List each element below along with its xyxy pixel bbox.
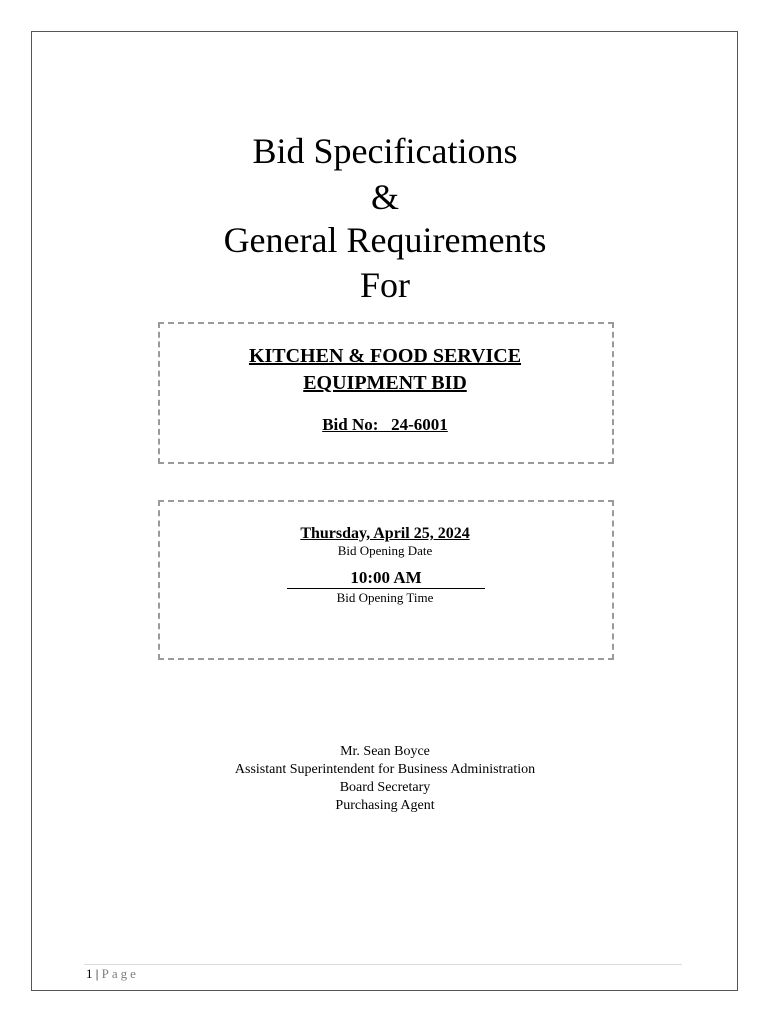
footer-rule [84,964,682,965]
contact-title-2: Board Secretary [339,780,431,795]
bid-number: Bid No: 24-6001 [322,415,448,434]
title-line-4: For [359,265,410,305]
title-line-3: General Requirements [223,220,547,260]
contact-title-1: Assistant Superintendent for Business Administration [234,762,536,777]
page-number: 1 [86,966,93,981]
page-word: Page [101,966,139,981]
title-line-2: & [370,177,399,217]
bid-title-line-1: KITCHEN & FOOD SERVICE [248,345,522,367]
contact-title-3: Purchasing Agent [335,798,435,813]
bid-title-line-2: EQUIPMENT BID [303,372,467,394]
title-line-1: Bid Specifications [252,131,518,171]
bid-opening-date-label: Bid Opening Date [337,543,433,558]
bid-opening-date: Thursday, April 25, 2024 [300,525,470,542]
bid-opening-time-label: Bid Opening Time [336,590,434,605]
page-separator: | [92,966,102,981]
bid-opening-time: 10:00 AM [287,568,485,589]
contact-name: Mr. Sean Boyce [340,744,430,759]
page-footer [86,966,139,982]
